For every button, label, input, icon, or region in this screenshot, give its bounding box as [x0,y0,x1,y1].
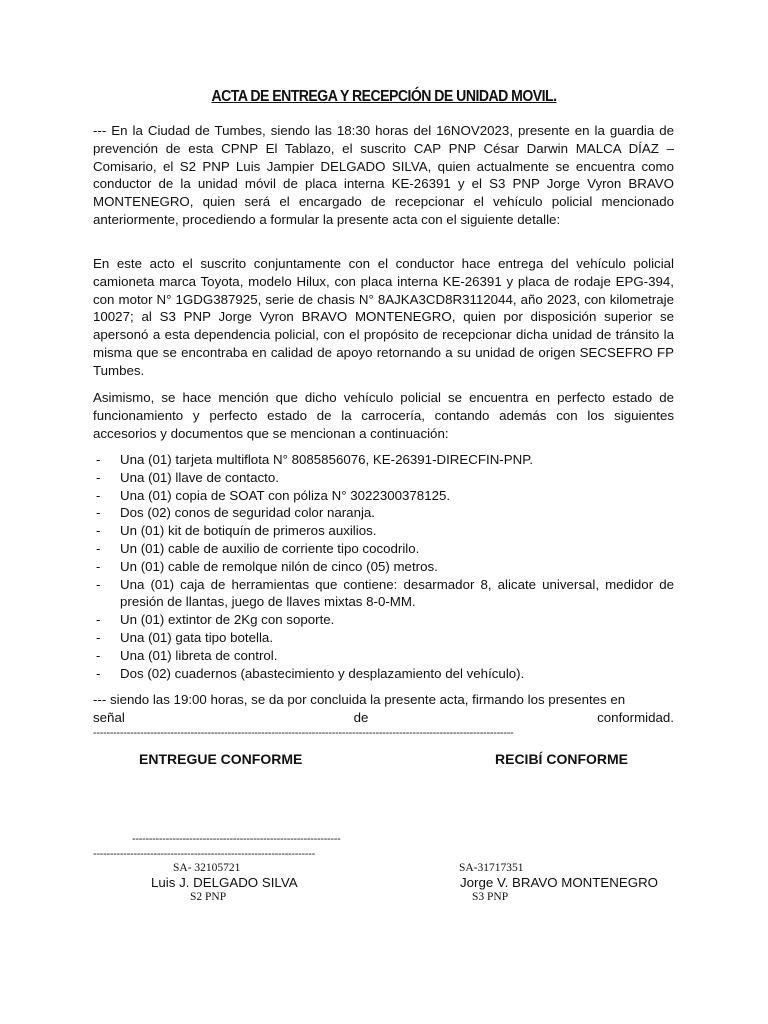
paragraph-vehicle-details: En este acto el suscrito conjuntamente con el conductor hace entrega del vehículo policial camioneta marca Toyota, modelo Hilux, con placa interna KE-26391 y placa de rodaje EPG-394, con motor N° 1GDG387925, serie de chasis N° 8AJKA3CD8R3112044, año 2023, con kilometraje 10027; al S3 PNP Jorge Vyron BRAVO MONTENEGRO, quien por disposición superior se apersonó a esta dependencia policial, con el propósito de recepcionar dicha unidad de tránsito la misma que se encontraba en calidad de apoyo retornando a su unidad de origen SECSEFRO FP Tumbes. [93,256,674,378]
signature-line: -------------------------------------------------------------- [132,833,341,845]
left-signer-name: Luis J. DELGADO SILVA [151,875,298,890]
bullet-dash: - [96,469,101,485]
list-item [93,487,674,505]
closing-word: de [353,709,369,725]
left-signer-rank: S2 PNP [190,891,227,903]
bullet-dash: - [96,540,101,556]
list-item-text: Una (01) tarjeta multiflota N° 8085856076, KE-26391-DIRECFIN-PNP. [120,452,534,467]
bullet-dash: - [96,612,101,628]
bullet-dash: - [96,523,101,539]
accessories-list [93,451,674,682]
separator-rule: ----------------------------------------------------------------------------------------------------------------------------- [93,727,514,739]
list-item-text: Una (01) copia de SOAT con póliza N° 3022300378125. [120,487,451,503]
closing-line: --- siendo las 19:00 horas, se da por concluida la presente acta, firmando los presentes en [93,692,626,707]
list-item-text: Una (01) libreta de control. [120,647,278,663]
list-item [93,611,674,629]
list-item [93,540,674,558]
list-item-text: Un (01) cable de remolque nilón de cinco (05) metros. [120,558,438,574]
list-item [93,665,674,683]
right-signer-rank: S3 PNP [472,891,509,903]
bullet-dash: - [96,647,101,663]
list-item-text: Dos (02) cuadernos (abastecimiento y desplazamiento del vehículo). [120,665,525,681]
paragraph-accessories-intro: Asimismo, se hace mención que dicho vehículo policial se encuentra en perfecto estado de funcionamiento y perfecto estado de la carrocería, contando además con los siguientes accesorios y documentos que se mencionan a continuación: [93,390,674,441]
bullet-dash: - [96,452,101,467]
list-item-text: Una (01) llave de contacto. [120,469,279,485]
list-item-text: Un (01) cable de auxilio de corriente tipo cocodrilo. [120,540,420,556]
list-item-text: Dos (02) conos de seguridad color naranja. [120,505,376,521]
signature-line: ------------------------------------------------------------------ [93,848,315,860]
list-item [93,469,674,487]
list-item [93,451,674,469]
list-item-text: Un (01) kit de botiquín de primeros auxilios. [120,523,377,539]
left-signer-id: SA- 32105721 [173,862,241,874]
closing-word: señal [93,709,125,725]
list-item-text: Una (01) caja de herramientas que contiene: desarmador 8, alicate universal, medidor de presión de llantas, juego de llaves mixtas 8-0-MM. [120,576,674,610]
list-item [93,647,674,665]
bullet-dash: - [96,505,101,521]
list-item-text: Una (01) gata tipo botella. [120,629,274,645]
bullet-dash: - [96,487,101,503]
list-item [93,629,674,647]
right-signer-id: SA-31717351 [459,862,524,874]
list-item [93,576,674,612]
left-signature-heading: ENTREGUE CONFORME [139,751,303,767]
list-item-text: Un (01) extintor de 2Kg con soporte. [120,612,335,628]
paragraph-intro: --- En la Ciudad de Tumbes, siendo las 18:30 horas del 16NOV2023, presente en la guardia de prevención de esta CPNP El Tablazo, el suscrito CAP PNP César Darwin MALCA DÍAZ – Comisario, el S2 PNP Luis Jampier DELGADO SILVA, quien actualmente se encuentra como conductor de la unidad móvil de placa interna KE-26391 y el S3 PNP Jorge Vyron BRAVO MONTENEGRO, quien será el encargado de recepcionar el vehículo policial mencionado anteriormente, procediendo a formular la presente acta con el siguiente detalle: [93,123,674,227]
document-title: ACTA DE ENTREGA Y RECEPCIÓN DE UNIDAD MOVIL. [211,88,557,105]
bullet-dash: - [96,665,101,681]
right-signer-name: Jorge V. BRAVO MONTENEGRO [460,875,659,890]
list-item [93,522,674,540]
list-item [93,504,674,522]
paragraph-closing [93,691,674,727]
bullet-dash: - [96,576,101,592]
list-item [93,558,674,576]
closing-last-line [93,709,674,727]
right-signature-heading: RECIBÍ CONFORME [495,751,628,767]
bullet-dash: - [96,629,101,645]
bullet-dash: - [96,558,101,574]
closing-word: conformidad. [597,709,674,725]
